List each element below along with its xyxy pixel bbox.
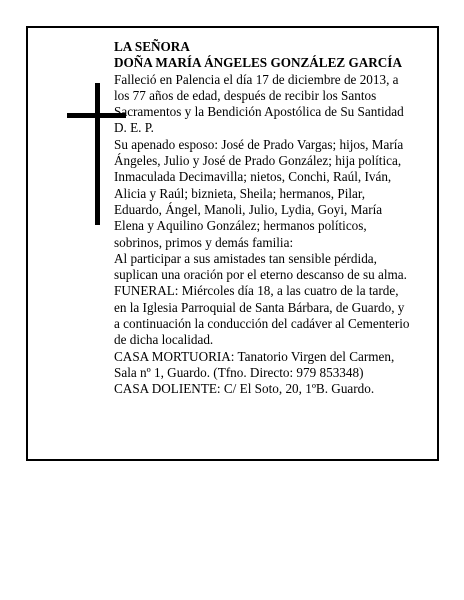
funeral-line: FUNERAL: Miércoles día 18, a las cuatro de la tarde, [114,283,399,299]
deceased-name: DOÑA MARÍA ÁNGELES GONZÁLEZ GARCÍA [114,55,402,71]
family-line: Elena y Aquilino González; hermanos políticos, [114,218,367,234]
death-line: D. E. P. [114,120,154,136]
notice-text [114,39,434,398]
mourning-house-line: CASA DOLIENTE: C/ El Soto, 20, 1ºB. Guardo. [114,381,375,397]
death-line: los 77 años de edad, después de recibir los Santos [114,87,377,103]
family-line: Inmaculada Decimavilla; nietos, Conchi, Raúl, Iván, [114,169,392,185]
mortuary-line: CASA MORTUORIA: Tanatorio Virgen del Carmen, [114,348,395,364]
notice-title: LA SEÑORA [114,39,190,54]
mortuary-line: Sala nº 1, Guardo. (Tfno. Directo: 979 853348) [114,364,364,380]
request-line: suplican una oración por el eterno descanso de su alma. [114,267,407,283]
family-line: sobrinos, primos y demás familia: [114,234,294,250]
family-line: Su apenado esposo: José de Prado Vargas; hijos, María [114,136,404,152]
request-line: Al participar a sus amistades tan sensible pérdida, [114,250,377,266]
death-line: Sacramentos y la Bendición Apostólica de Su Santidad [114,104,404,120]
funeral-line: a continuación la conducción del cadáver al Cementerio [114,316,410,332]
family-line: Ángeles, Julio y José de Prado González; hija política, [114,153,402,169]
death-line: Falleció en Palencia el día 17 de diciembre de 2013, a [114,71,399,87]
family-line: Alicia y Raúl; biznieta, Sheila; hermanos, Pilar, [114,185,366,201]
latin-cross-icon [95,83,100,225]
family-line: Eduardo, Ángel, Manoli, Julio, Lydia, Goyi, María [114,201,383,217]
funeral-line: de dicha localidad. [114,332,214,348]
funeral-line: en la Iglesia Parroquial de Santa Bárbara, de Guardo, y [114,299,405,315]
